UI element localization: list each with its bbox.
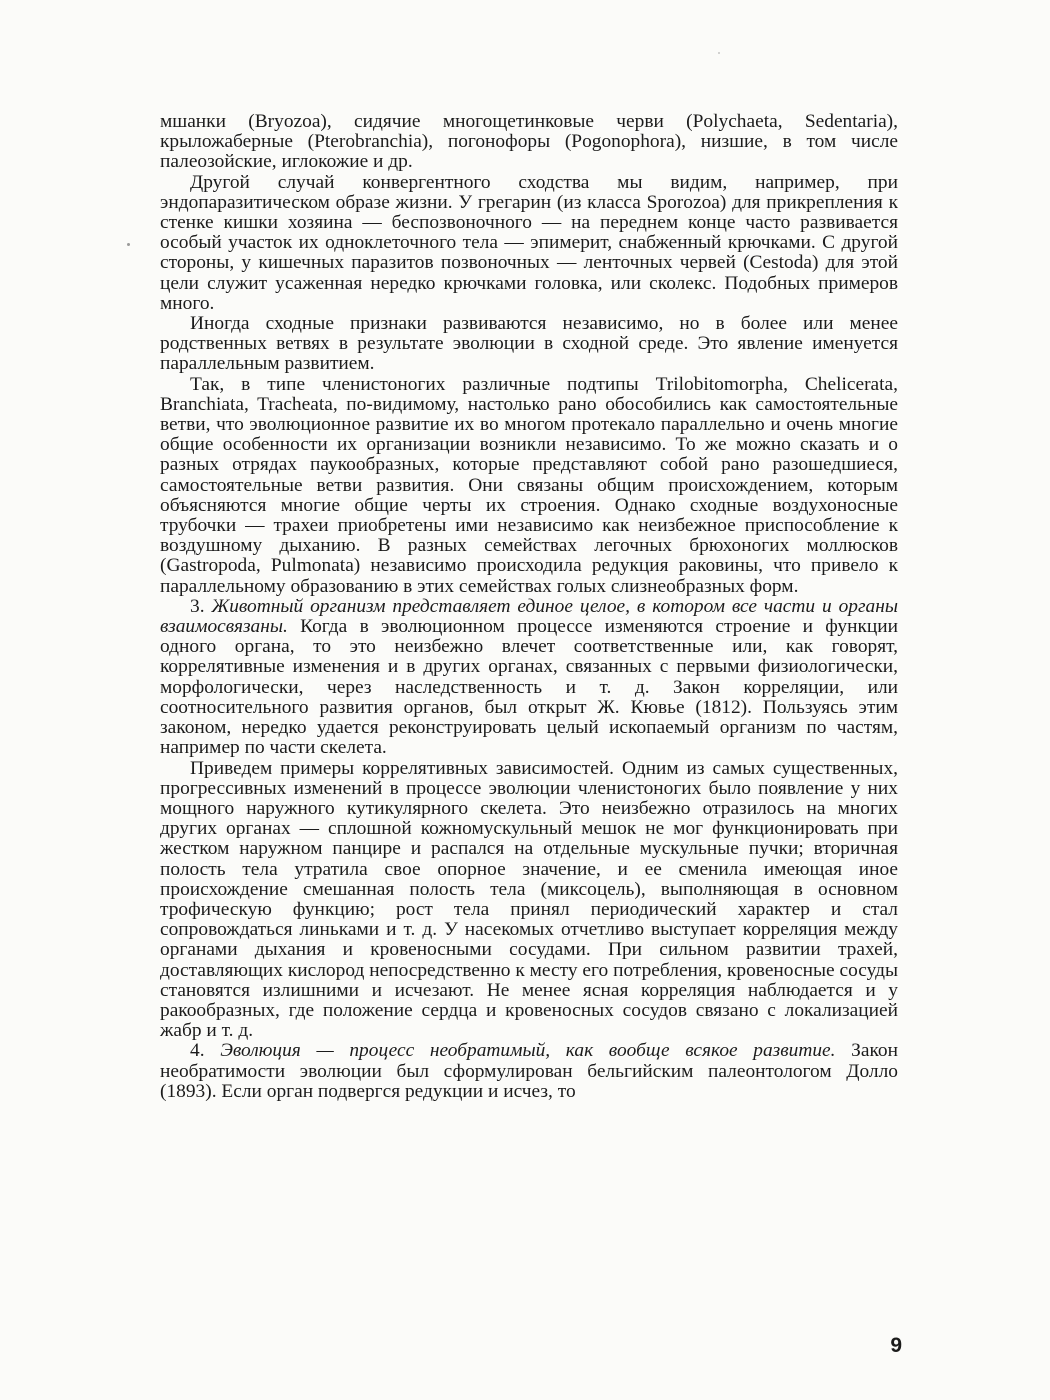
paragraph-correlation-examples (160, 759, 898, 1042)
paragraph-arthropod-subtypes (160, 375, 898, 597)
paragraph-text: мшанки (Bryozoa), сидячие многощетинковые черви (Polychaeta, Sedentaria), крыложаберные (Pterobranchia), погонофоры (Pogonophora), низшие, в том числе палеозойские, иглокожие и др. (160, 111, 898, 173)
paragraph-parallel-development (160, 314, 898, 375)
thesis-italic: Эволюция — процесс необратимый, как вообще всякое развитие. (220, 1040, 836, 1062)
thesis-italic: Животный организм представляет единое целое, в котором все части и органы взаимосвязаны. (160, 595, 898, 638)
scan-speck (127, 243, 130, 246)
paragraph-irreversibility (160, 1041, 898, 1102)
paragraph-text: Закон необратимости эволюции был сформулирован бельгийским палеонтологом Долло (1893). Если орган подвергся редукции и исчез, то (160, 1040, 898, 1102)
scan-speck (718, 52, 720, 54)
paragraph-bryozoa-list (160, 112, 898, 173)
paragraph-text: Приведем примеры коррелятивных зависимостей. Одним из самых существенных, прогрессивных изменений в процессе эволюции членистоногих было появление у них мощного наружного кутикулярного скелета. Это неизбежно отразилось на многих других органах — сплошной кожномускульный мешок не мог функционировать при жестком наружном панцире и распался на отдельные мускульные пучки; вторичная полость тела утратила свое опорное значение, и ее сменила имеющая иное происхождение смешанная полость тела (миксоцель), выполняющая в основном трофическую функцию; рост тела принял периодический характер и стал сопровождаться линьками и т. д. У насекомых отчетливо выступает корреляция между органами дыхания и кровеносными сосудами. При сильном развитии трахей, доставляющих кислород непосредственно к месту его потребления, кровеносные сосуды становятся излишними и исчезают. Не менее ясная корреляция наблюдается и у ракообразных, где положение сердца и кровеносных сосудов связано с локализацией жабр и т. д. (160, 757, 898, 1042)
paragraph-law-of-correlation (160, 597, 898, 759)
item-number: 4. (190, 1040, 221, 1062)
paragraph-text: Другой случай конвергентного сходства мы видим, например, при эндопаразитическом образе жизни. У грегарин (из класса Sporozoa) для прикрепления к стенке кишки хозяина — беспозвоночного — на переднем конце часто развивается особый участок их одноклеточного тела — эпимерит, снабженный крючками. С другой стороны, у кишечных паразитов позвоночных — ленточных червей (Cestoda) для этой цели служит усаженная нередко крючками головка, или сколекс. Подобных примеров много. (160, 171, 898, 314)
page-number: 9 (890, 1334, 902, 1357)
body-text (160, 112, 898, 1102)
paragraph-text: Иногда сходные признаки развиваются независимо, но в более или менее родственных ветвях в результате эволюции в сходной среде. Это явление именуется параллельным развитием. (160, 313, 898, 375)
paragraph-text: Когда в эволюционном процессе изменяются строение и функции одного органа, то это неизбежно влечет соответственные или, как говорят, коррелятивные изменения и в других органах, связанных с первыми физиологически, морфологически, через наследственность и т. д. Закон корреляции, или соотносительного развития органов, был открыт Ж. Кювье (1812). Пользуясь этим законом, нередко удается реконструировать целый ископаемый организм по частям, например по части скелета. (160, 616, 898, 759)
item-number: 3. (190, 595, 212, 617)
paragraph-text: Так, в типе членистоногих различные подтипы Trilobitomorpha, Chelicerata, Branchiata, Tracheata, по-видимому, настолько рано обособились как самостоятельные ветви, что эволюционное развитие их во многом протекало параллельно и очень многие общие особенности их организации возникли независимо. То же можно сказать и о разных отрядах паукообразных, которые представляют собой рано разошедшиеся, самостоятельные ветви развития. Они связаны общим происхождением, которым объясняются многие общие черты их строения. Однако сходные воздухоносные трубочки — трахеи приобретены ими независимо как неизбежное приспособление к воздушному дыханию. В разных семействах легочных брюхоногих моллюсков (Gastropoda, Pulmonata) независимо происходила редукция раковины, что привело к параллельному образованию в этих семействах голых слизнеобразных форм. (160, 373, 898, 597)
paragraph-endoparasitic-convergence (160, 173, 898, 314)
